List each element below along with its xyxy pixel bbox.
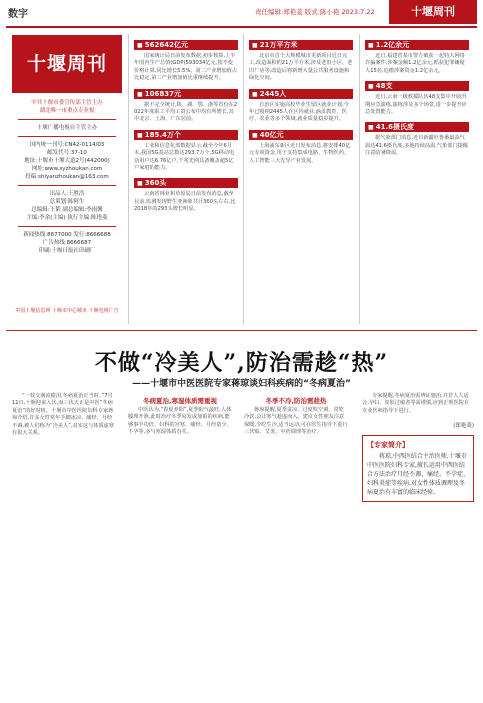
feature-column bbox=[128, 393, 232, 443]
byline: (郑艳菱) bbox=[453, 423, 474, 430]
news-heading: ■ 48支 bbox=[365, 81, 469, 91]
news-text: 据气象部门消息,近日新疆吐鲁番最高气温达41.6摄氏度,多地持续高温,气象部门提醒注意防暑降温。 bbox=[365, 135, 469, 157]
news-heading: ■ 21万平方米 bbox=[249, 40, 353, 50]
news-heading: ■ 2445人 bbox=[249, 89, 353, 99]
feature-subhead: 冬病夏治,寒湿体质需重视 bbox=[143, 397, 217, 405]
masthead bbox=[12, 35, 122, 315]
news-heading: ■ 106837元 bbox=[134, 89, 238, 99]
masthead-line: 总编辑:王韬 副总编辑:李雨馨 bbox=[31, 207, 103, 213]
divider bbox=[18, 185, 116, 186]
masthead-line: 中共十堰市委宣传部主管主办 bbox=[31, 100, 103, 106]
feature-title: 不做“冷美人”,防治需趁“热” bbox=[94, 350, 389, 376]
expert-profile-title: 【专家简介】 bbox=[367, 441, 409, 450]
feature-text: 蒋琼提醒,夏季贪凉、过度吹空调、常吃冷饮,会让寒气趁虚而入。建议女性朋友注意保暖,少吃生冷,适当运动,可在医生指导下进行三伏贴、艾灸、中药调理等治疗。 bbox=[244, 407, 348, 436]
news-text: 云南省林业和草原局日前发布消息,截至目前,监测发现野生亚洲象共计360头左右,比2018年的293头增长明显。 bbox=[134, 191, 236, 213]
column-divider bbox=[243, 34, 244, 324]
news-column bbox=[365, 40, 469, 164]
masthead-line: 网址:www.syzhoukan.com bbox=[31, 166, 103, 172]
news-heading: ■ 185.4万个 bbox=[134, 130, 238, 140]
news-text: 自治区实施高校毕业生留区就业计划,今年已吸纳2445人在区内就业,涵盖教育、医疗、农业等多个领域,就业质量稳步提升。 bbox=[249, 101, 349, 123]
news-text: 近日,福建省某市警方破获一起特大网络诈骗案件,涉案金额1.2亿余元,抓获犯罪嫌疑人15名,追缴涉案资金1.2亿余元。 bbox=[365, 53, 465, 74]
column-divider bbox=[128, 34, 129, 324]
news-text: 据不完全统计,陕、湖、鄂、浙等省份在2022年度职工平均工资公布中均有所增长,其中北京、上海、广东居前。 bbox=[134, 101, 238, 123]
news-heading: ■ 40亿元 bbox=[249, 130, 353, 140]
news-text: 近日,云南一级救援队伍48支集中开展汛期应急演练,演练涉及多个场景,进一步提升应急处置能力。 bbox=[365, 94, 467, 116]
expert-profile-box bbox=[362, 435, 474, 502]
feature-column bbox=[12, 393, 116, 443]
feature-column bbox=[362, 393, 474, 502]
news-column bbox=[249, 40, 353, 171]
masthead-line: 新闻热线:8677000 发行:8666688 bbox=[23, 232, 111, 238]
expert-profile-text: 蒋琼,中西医结合主治医师,十堰市中医医院妇科专家,擅长运用中西医结合方法治疗月经不调、痛经、不孕症、妇科炎症等疾病,对女性体质调理及冬病夏治有丰富的临床经验。 bbox=[367, 453, 470, 497]
masthead-line: 投稿:shiyanzhoukan@163.com bbox=[25, 174, 109, 180]
divider bbox=[18, 226, 116, 227]
feature-column bbox=[244, 393, 348, 443]
news-column bbox=[134, 40, 238, 220]
header-logo: 十堰周刊 bbox=[389, 0, 477, 24]
divider bbox=[18, 136, 116, 137]
masthead-line: 主编:李余(主编) 执行主编:陈艳菱 bbox=[26, 215, 108, 221]
masthead-line: 广告热线:8666687 bbox=[42, 240, 92, 246]
section-rule bbox=[6, 330, 477, 331]
news-heading: ■ 41.6摄氏度 bbox=[365, 122, 469, 132]
feature-subtitle: ——十堰市中医医院专家蒋琼谈妇科疾病的“冬病夏治” bbox=[132, 379, 351, 389]
news-text: 上海浦东新区近日发布消息,将安排40亿元专项资金,用于支持集成电路、生物医药、人工智能三大先导产业发展。 bbox=[249, 142, 351, 164]
feature-subhead: 冬季不冷,防治需趁热 bbox=[265, 397, 327, 405]
feature-text: “一枝交满流眼泪,冬病夏治正当时。”7月11日,十堰迎来入伏,而三伏天正是中医“冬病夏治”的好时机。十堰市中医医院妇科专家蒋琼介绍,许多女性常年手脚冰凉、痛经、月经不调,被人们称为“冷美人”,其实这与体质虚寒有很大关系。 bbox=[12, 393, 115, 437]
header-rule bbox=[6, 26, 477, 28]
masthead-slogan: 中国十堰信息网 十堰市中心城市 十堰电视广告 bbox=[15, 308, 119, 314]
masthead-line: 湖北唯一市重点专业报 bbox=[39, 108, 95, 114]
masthead-line: 十堰广播电视台主管主办 bbox=[36, 125, 98, 131]
news-heading: ■ 1.2亿余元 bbox=[365, 40, 469, 50]
masthead-line: 国内统一刊号:CN42-0114/03 bbox=[29, 142, 105, 148]
masthead-line: 出品人:王胜浩 bbox=[49, 191, 85, 197]
news-text: 工业和信息化部数据显示,截至今年6月末,我国5G基站总数达293.7万个,5G移动电话用户达6.76亿户,千兆光网具备覆盖超5亿户家庭的能力。 bbox=[134, 142, 235, 172]
page-meta: 责任编辑:郑艳菱 版式:陈小艳 2023.7.22 bbox=[255, 8, 375, 16]
masthead-line: 总策划:陈阿生 bbox=[49, 199, 85, 205]
masthead-line: 地址:十堰市十堰大道2号(442000) bbox=[24, 158, 110, 164]
divider bbox=[18, 119, 116, 120]
masthead-title: 十堰周刊 bbox=[12, 35, 122, 93]
column-divider bbox=[359, 34, 360, 324]
news-heading: ■ 562642亿元 bbox=[134, 40, 238, 50]
feature-text: 专家提醒,冬病夏治需辨证施治,并非人人适合,孕妇、皮肤过敏者等需谨慎,应到正规医院在专业医师指导下进行。 bbox=[362, 393, 470, 414]
feature-text: 中医认为,“春夏养阳”,夏季阳气最旺,人体腠理开泄,此时治疗冬季易发或加重的疾病,能够事半功倍。妇科的宫寒、痛经、月经量少、不孕等,多与寒湿体质有关。 bbox=[128, 407, 232, 436]
news-text: 北京市首个大规模城市更新项目近日完工,改造面积约21万平方米,涉及老旧小区、老旧厂房等,改造后将新增大量公共服务设施和绿化空间。 bbox=[249, 53, 353, 82]
section-label: 数字 bbox=[8, 9, 28, 20]
masthead-line: 印刷:十堰日报社印刷厂 bbox=[38, 248, 96, 254]
news-text: 国家统计局日前发布数据,初步核算,上半年国内生产总值(GDP)593034亿元,按不变价格计算,同比增长5.5%。第二产业增加值占比稳定,第三产业增加值比重继续提升。 bbox=[134, 53, 238, 82]
masthead-line: 邮发代号:37-10 bbox=[47, 150, 87, 156]
news-heading: ■ 360头 bbox=[134, 178, 238, 188]
